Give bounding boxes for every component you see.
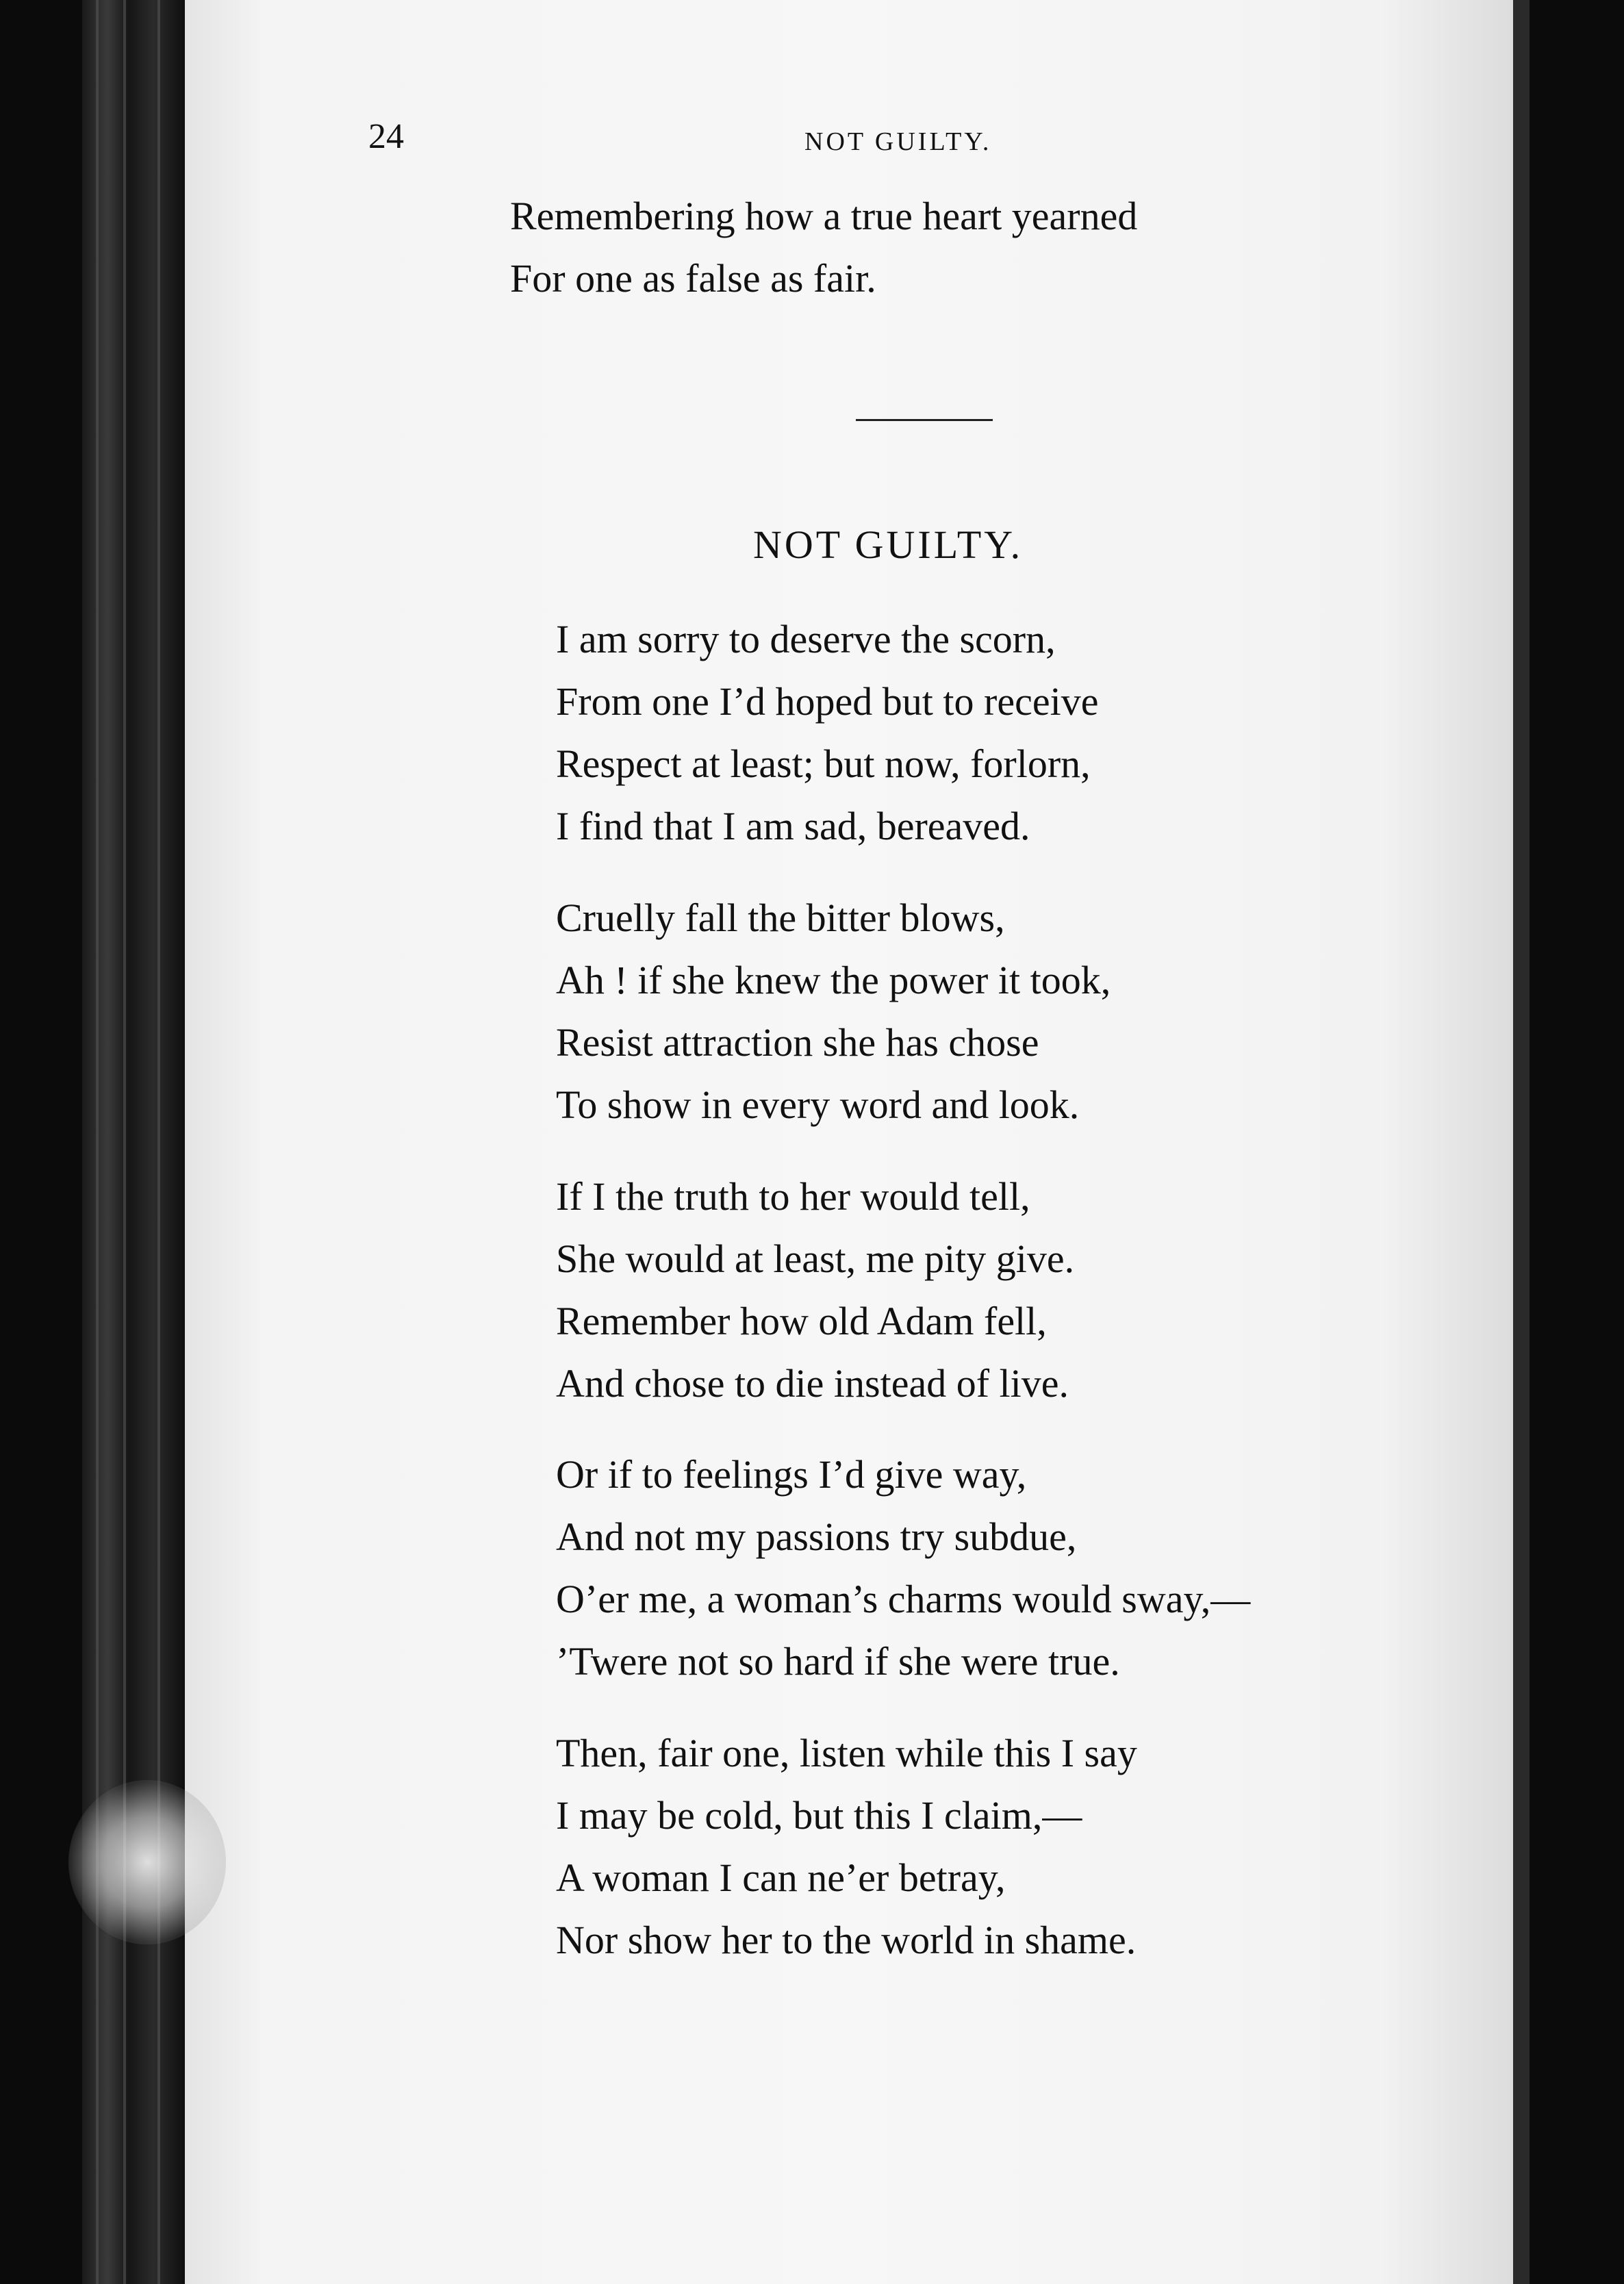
verse-line: ’Twere not so hard if she were true.	[556, 1639, 1120, 1684]
continued-verse	[510, 185, 1137, 309]
page-edge	[1513, 0, 1530, 2284]
stanza-3	[556, 1165, 1074, 1414]
verse-line: To show in every word and look.	[556, 1082, 1080, 1127]
verse-line: I find that I am sad, bereaved.	[556, 804, 1030, 848]
verse-line: Or if to feelings I’d give way,	[556, 1452, 1027, 1497]
section-divider	[856, 419, 993, 421]
verse-line: If I the truth to her would tell,	[556, 1174, 1030, 1219]
running-head: NOT GUILTY.	[804, 127, 992, 156]
verse-line: Remember how old Adam fell,	[556, 1299, 1047, 1343]
verse-line: Cruelly fall the bitter blows,	[556, 896, 1005, 940]
verse-line: O’er me, a woman’s charms would sway,—	[556, 1577, 1251, 1621]
page-number: 24	[368, 117, 404, 156]
verse-line: She would at least, me pity give.	[556, 1236, 1075, 1281]
verse-line: Resist attraction she has chose	[556, 1020, 1039, 1065]
verse-line: And not my passions try subdue,	[556, 1514, 1077, 1559]
verse-line: A woman I can ne’er betray,	[556, 1855, 1006, 1900]
verse-line: From one I’d hoped but to receive	[556, 679, 1099, 724]
poem-title: NOT GUILTY.	[753, 522, 1024, 567]
verse-line: I am sorry to deserve the scorn,	[556, 617, 1056, 661]
stanza-2	[556, 887, 1111, 1136]
verse-line: And chose to die instead of live.	[556, 1361, 1069, 1406]
paper-stain	[68, 1780, 226, 1944]
verse-line: Ah ! if she knew the power it took,	[556, 958, 1111, 1002]
spine-line	[96, 0, 99, 2284]
verse-line: Nor show her to the world in shame.	[556, 1918, 1137, 1962]
verse-line: Remembering how a true heart yearned	[510, 194, 1138, 238]
verse-line: Then, fair one, listen while this I say	[556, 1731, 1137, 1775]
stanza-5	[556, 1722, 1137, 1971]
stanza-1	[556, 608, 1098, 857]
verse-line: For one as false as fair.	[510, 256, 876, 301]
verse-line: I may be cold, but this I claim,—	[556, 1793, 1082, 1838]
verse-line: Respect at least; but now, forlorn,	[556, 741, 1091, 786]
stanza-4	[556, 1443, 1250, 1692]
